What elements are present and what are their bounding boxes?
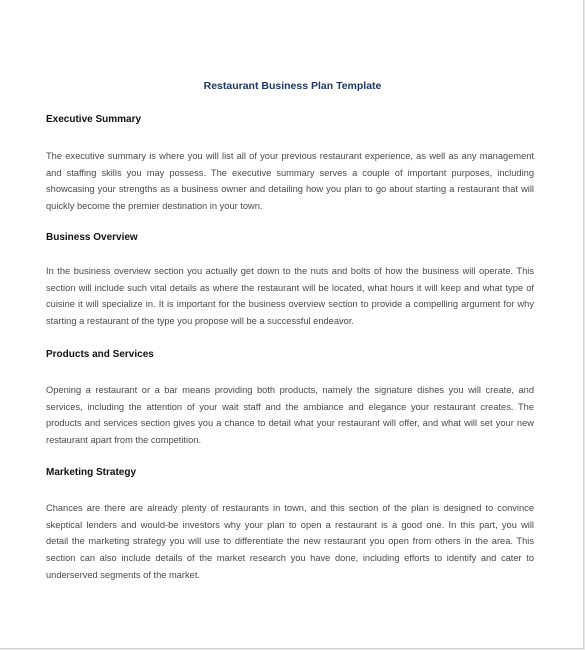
- section-body-executive-summary: [46, 148, 534, 215]
- paragraph-line: skeptical lenders and would-be investors why your plan to open a restaurant is a good one. In this part, you will: [46, 519, 534, 530]
- paragraph-line: underserved segments of the market.: [46, 569, 200, 580]
- paragraph-line: cuisine it will specialize in. It is important for the business overview section to provide a compelling argument for why: [46, 299, 534, 310]
- paragraph-line: Opening a restaurant or a bar means providing both products, namely the signature dishes you will create, and: [46, 385, 534, 395]
- section-body-products-and-services: [46, 382, 534, 449]
- paragraph-line: showcasing your strengths as a business owner and detailing how you plan to go about starting a restaurant that will: [46, 184, 534, 195]
- paragraph-line: section can also include details of the market research you have done, including efforts to identify and cater to: [46, 553, 534, 564]
- paragraph-line: restaurant apart from the competition.: [46, 435, 202, 446]
- paragraph-line: services, including the attention of your wait staff and the ambiance and elegance your restaurant creates. The: [46, 401, 534, 412]
- section-heading-marketing-strategy: Marketing Strategy: [46, 467, 137, 478]
- paragraph-line: and staffing skills you may possess. The executive summary serves a couple of important purposes, including: [46, 167, 534, 178]
- paragraph-line: In the business overview section you actually get down to the nuts and bolts of how the business will operate. This: [46, 266, 534, 276]
- section-body-marketing-strategy: [46, 500, 534, 584]
- paragraph-line: Chances are there are already plenty of restaurants in town, and this section of the plan is designed to convince: [46, 503, 534, 513]
- document-title: Restaurant Business Plan Template: [203, 80, 382, 92]
- paragraph-line: section will include such vital details as where the restaurant will be located, what hours it will keep and what type of: [46, 282, 534, 293]
- paragraph-line: The executive summary is where you will list all of your previous restaurant experience, as well as any management: [46, 151, 534, 161]
- paragraph-line: starting a restaurant of the type you propose will be a successful endeavor.: [46, 316, 355, 327]
- paragraph-line: products and services section gives you a chance to detail what your restaurant will offer, and what will set your new: [46, 418, 534, 429]
- section-heading-products-and-services: Products and Services: [46, 349, 154, 360]
- section-heading-executive-summary: Executive Summary: [46, 114, 142, 125]
- paragraph-line: quickly become the premier destination in your town.: [46, 201, 263, 212]
- paragraph-line: detail the marketing strategy you will use to differentiate the new restaurant you open from others in the area. This: [46, 536, 534, 547]
- section-heading-business-overview: Business Overview: [46, 232, 138, 243]
- section-body-business-overview: [46, 263, 534, 330]
